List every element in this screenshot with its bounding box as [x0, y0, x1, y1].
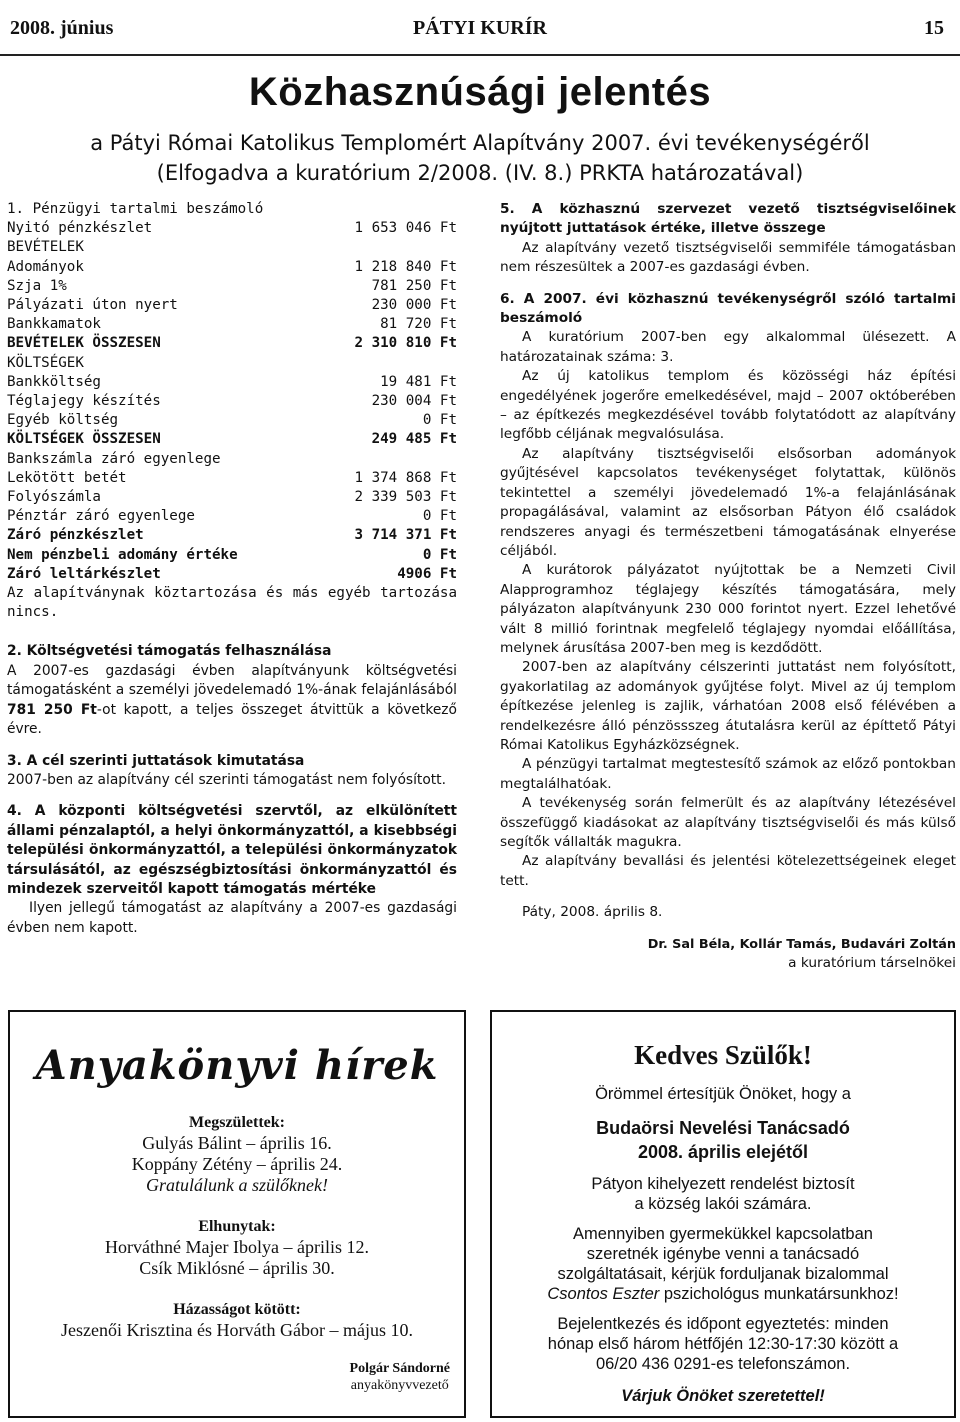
- financial-label: Bankköltség: [7, 373, 101, 390]
- section-6-para: Az új katolikus templom és közösségi ház építési engedélyének jogerőre emelkedésével, majd – 2007 októberében – az építkezés megkezdésével tovább folytatódott az alapítvány legfőbb céljának megvalósulása.: [500, 368, 956, 443]
- page-header: [0, 6, 960, 50]
- notice-title: Kedves Szülők!: [634, 1040, 812, 1070]
- financial-row: [7, 469, 457, 488]
- financial-value: 249 485 Ft: [371, 431, 457, 448]
- financial-row: [7, 488, 457, 507]
- financial-row: [7, 507, 457, 526]
- section-5-text: Az alapítvány vezető tisztségviselői semmiféle támogatásban nem részesültek a 2007-es gazdasági évben.: [500, 239, 956, 276]
- deaths-heading: Elhunytak:: [198, 1218, 276, 1235]
- section-2-heading: 2. Költségvetési támogatás felhasználása: [7, 643, 332, 660]
- section-6-heading: 6. A 2007. évi közhasznú tevékenységről szóló tartalmi beszámoló: [500, 290, 956, 327]
- financial-row: [7, 565, 457, 584]
- notice-text-rest: pszichológus munkatársunkhoz!: [659, 1285, 899, 1303]
- financial-label: BEVÉTELEK ÖSSZESEN: [7, 335, 161, 352]
- financial-table: [7, 219, 457, 584]
- financial-value: 230 004 Ft: [371, 393, 457, 410]
- birth-entry: Koppány Zétény – április 24.: [131, 1154, 343, 1174]
- financial-row: [7, 450, 457, 469]
- subtitle-line-2: (Elfogadva a kuratórium 2/2008. (IV. 8.) PRKTA határozatával): [156, 161, 804, 185]
- notice-box: [490, 1010, 956, 1418]
- financial-value: 81 720 Ft: [380, 316, 457, 333]
- financial-value: 4906 Ft: [397, 565, 457, 582]
- financial-label: Lekötött betét: [7, 469, 127, 486]
- financial-row: [7, 392, 457, 411]
- notice-text: Amennyiben gyermekükkel kapcsolatban: [573, 1225, 873, 1243]
- signers-role: a kuratórium társelnökei: [788, 955, 956, 972]
- financial-label: Egyéb költség: [7, 412, 119, 429]
- financial-row: [7, 411, 457, 430]
- financial-label: KÖLTSÉGEK ÖSSZESEN: [7, 431, 161, 448]
- left-column: [7, 200, 457, 938]
- financial-label: BEVÉTELEK: [7, 239, 84, 256]
- section-6-para: A tevékenység során felmerült és az alapítvány létezésével összefüggő kiadásokat az alapítvány tisztségviselői és más külső segítők vállalták magukra.: [500, 795, 956, 850]
- section-2-text-b: -ot kapott, a teljes összeget átvittük a következő évre.: [7, 701, 457, 738]
- financial-label: Nem pénzbeli adomány értéke: [7, 546, 238, 563]
- subtitle-line-1: a Pátyi Római Katolikus Templomért Alapítvány 2007. évi tevékenységéről: [90, 131, 870, 155]
- notice-intro: Örömmel értesítjük Önöket, hogy a: [595, 1085, 851, 1103]
- registrar-role: anyakönyvvezető: [350, 1378, 449, 1393]
- section-6-para: Az alapítvány tisztségviselői elsősorban adományok gyűjtésével kapcsolatos tevékenységet folytattak, különös tekintettel a személyi jövedelemadó 1%-a felajánlásának propagálásával, valamint az elsősorban Pátyon élő családok rendszeres anyagi és természetbeni támogatásának elnyerése céljából.: [500, 445, 956, 559]
- financial-row: [7, 354, 457, 373]
- registrar-signature: [350, 1360, 450, 1394]
- financial-value: 3 714 371 Ft: [354, 527, 457, 544]
- financial-label: Szja 1%: [7, 277, 67, 294]
- financial-row: [7, 277, 457, 296]
- financial-label: Pénztár záró egyenlege: [7, 508, 195, 525]
- section-6-para: A pénzügyi tartalmat megtestesítő számok az előző pontokban megtalálhatóak.: [500, 756, 956, 792]
- section-5-heading: 5. A közhasznú szervezet vezető tisztségviselőinek nyújtott juttatások értéke, illetve összege: [500, 201, 956, 237]
- financial-label: Bankkamatok: [7, 316, 101, 333]
- section-3-text: 2007-ben az alapítvány cél szerinti támogatást nem folyósított.: [7, 771, 446, 788]
- marriage-heading: Házasságot kötött:: [173, 1301, 301, 1318]
- notice-text: szolgáltatásait, kérjük forduljanak bizalommal: [557, 1265, 889, 1283]
- financial-value: 230 000 Ft: [371, 297, 457, 314]
- notice-text: a község lakói számára.: [634, 1195, 812, 1213]
- section-4-heading: 4. A központi költségvetési szervtől, az elkülönített állami pénzalaptól, a helyi önkormányzattól, a kisebbségi települési önkormányzattól, a települési önkormányzatok társulásától, az egészségbiztosítási önkormányzattól és mindezek szerveitől kapott támogatás mértéke: [7, 803, 457, 897]
- births-heading: Megszülettek:: [189, 1114, 285, 1131]
- page-number: 15: [924, 16, 944, 39]
- right-column: [500, 200, 956, 973]
- section-6-para: 2007-ben az alapítvány célszerinti juttatást nem folyósított, gyakorlatilag az adományok gyűjtése folyt. Mivel az új templom építkezése jelenleg is zajlik, várhatóan 2008 első félévében a rendelkezésre álló pénzössszeg átutalásra kerül az építtető Pátyi Római Katolikus Egyházközségnek.: [500, 659, 956, 753]
- financial-label: Bankszámla záró egyenlege: [7, 450, 221, 467]
- section-6-para: Az alapítvány bevallási és jelentési kötelezettségeinek eleget tett.: [500, 853, 956, 889]
- financial-label: Téglajegy készítés: [7, 393, 161, 410]
- notice-text: szeretnék igénybe venni a tanácsadó: [586, 1245, 860, 1263]
- financial-row: [7, 373, 457, 392]
- notice-text: hónap első három hétfőjén 12:30-17:30 között a: [547, 1335, 899, 1353]
- section-2-amount: 781 250 Ft: [7, 701, 97, 718]
- debt-note: Az alapítványnak köztartozása és más egyéb tartozása nincs.: [7, 585, 457, 621]
- notice-phone: 06/20 436 0291-es telefonszámon.: [595, 1355, 851, 1373]
- financial-row: [7, 526, 457, 545]
- financial-row: [7, 334, 457, 353]
- financial-label: Pályázati úton nyert: [7, 297, 178, 314]
- financial-row: [7, 238, 457, 257]
- notice-closing: Várjuk Önöket szeretettel!: [621, 1387, 825, 1405]
- financial-row: [7, 296, 457, 315]
- financial-heading: 1. Pénzügyi tartalmi beszámoló: [7, 201, 264, 217]
- birth-entry: Gulyás Bálint – április 16.: [142, 1133, 332, 1153]
- section-6-para: A kuratórium 2007-ben egy alkalommal ülésezett. A határozatainak száma: 3.: [500, 329, 956, 365]
- financial-value: 2 310 810 Ft: [354, 335, 457, 352]
- notice-start: 2008. április elejétől: [637, 1142, 809, 1162]
- financial-label: Nyitó pénzkészlet: [7, 220, 153, 237]
- financial-value: 19 481 Ft: [380, 373, 457, 390]
- anyakonyv-box: [8, 1010, 466, 1418]
- financial-value: 1 653 046 Ft: [354, 220, 457, 237]
- financial-label: KÖLTSÉGEK: [7, 354, 84, 371]
- section-3-heading: 3. A cél szerinti juttatások kimutatása: [7, 752, 305, 769]
- financial-value: 0 Ft: [422, 546, 457, 563]
- section-4-text: Ilyen jellegű támogatást az alapítvány a 2007-es gazdasági évben nem kapott.: [7, 900, 457, 936]
- death-entry: Csík Miklósné – április 30.: [139, 1258, 335, 1278]
- financial-value: 0 Ft: [422, 508, 457, 525]
- section-2-text: [7, 662, 457, 740]
- signers: Dr. Sal Béla, Kollár Tamás, Budavári Zoltán: [647, 936, 956, 952]
- section-2-text-a: A 2007-es gazdasági évben alapítványunk költségvetési támogatásként a személyi jövedelemadó 1%-ának felajánlásából: [7, 662, 457, 699]
- registrar-name: Polgár Sándorné: [349, 1361, 450, 1376]
- header-rule: [0, 54, 960, 56]
- place-date: Páty, 2008. április 8.: [522, 904, 663, 921]
- financial-value: 1 374 868 Ft: [354, 469, 457, 486]
- marriage-entry: Jeszenői Krisztina és Horváth Gábor – május 10.: [61, 1320, 413, 1340]
- financial-row: [7, 430, 457, 449]
- financial-value: 781 250 Ft: [371, 277, 457, 294]
- newspaper-name: PÁTYI KURÍR: [413, 16, 547, 39]
- financial-label: Folyószámla: [7, 489, 101, 506]
- congratulations: Gratulálunk a szülőknek!: [146, 1175, 328, 1195]
- financial-value: 0 Ft: [422, 412, 457, 429]
- notice-org: Budaörsi Nevelési Tanácsadó: [596, 1118, 850, 1138]
- financial-row: [7, 258, 457, 277]
- page-title: Közhasznúsági jelentés: [248, 70, 712, 114]
- psychologist-name: Csontos Eszter: [547, 1285, 660, 1303]
- notice-text: Bejelentkezés és időpont egyeztetés: minden: [557, 1315, 889, 1333]
- financial-row: [7, 546, 457, 565]
- death-entry: Horváthné Majer Ibolya – április 12.: [105, 1237, 369, 1257]
- financial-row: [7, 315, 457, 334]
- financial-value: 2 339 503 Ft: [354, 489, 457, 506]
- notice-text: [492, 1284, 954, 1304]
- financial-label: Adományok: [7, 258, 84, 275]
- financial-value: 1 218 840 Ft: [354, 258, 457, 275]
- financial-label: Záró leltárkészlet: [7, 565, 161, 582]
- anyakonyv-title: Anyakönyvi hírek: [35, 1042, 439, 1089]
- financial-row: [7, 219, 457, 238]
- notice-text: Pátyon kihelyezett rendelést biztosít: [591, 1175, 855, 1193]
- financial-label: Záró pénzkészlet: [7, 527, 144, 544]
- section-6-para: A kurátorok pályázatot nyújtottak be a Nemzeti Civil Alapprogramhoz téglajegy készítés támogatására, mely pályázaton alapítványunk 230 000 forintot nyert. Ezzel lehetővé vált 8 millió forintnak megfelelő téglajegy nyomdai előállítása, melynek árusítása 2007-ben meg is kezdődött.: [500, 562, 956, 656]
- issue-date: 2008. június: [10, 16, 114, 39]
